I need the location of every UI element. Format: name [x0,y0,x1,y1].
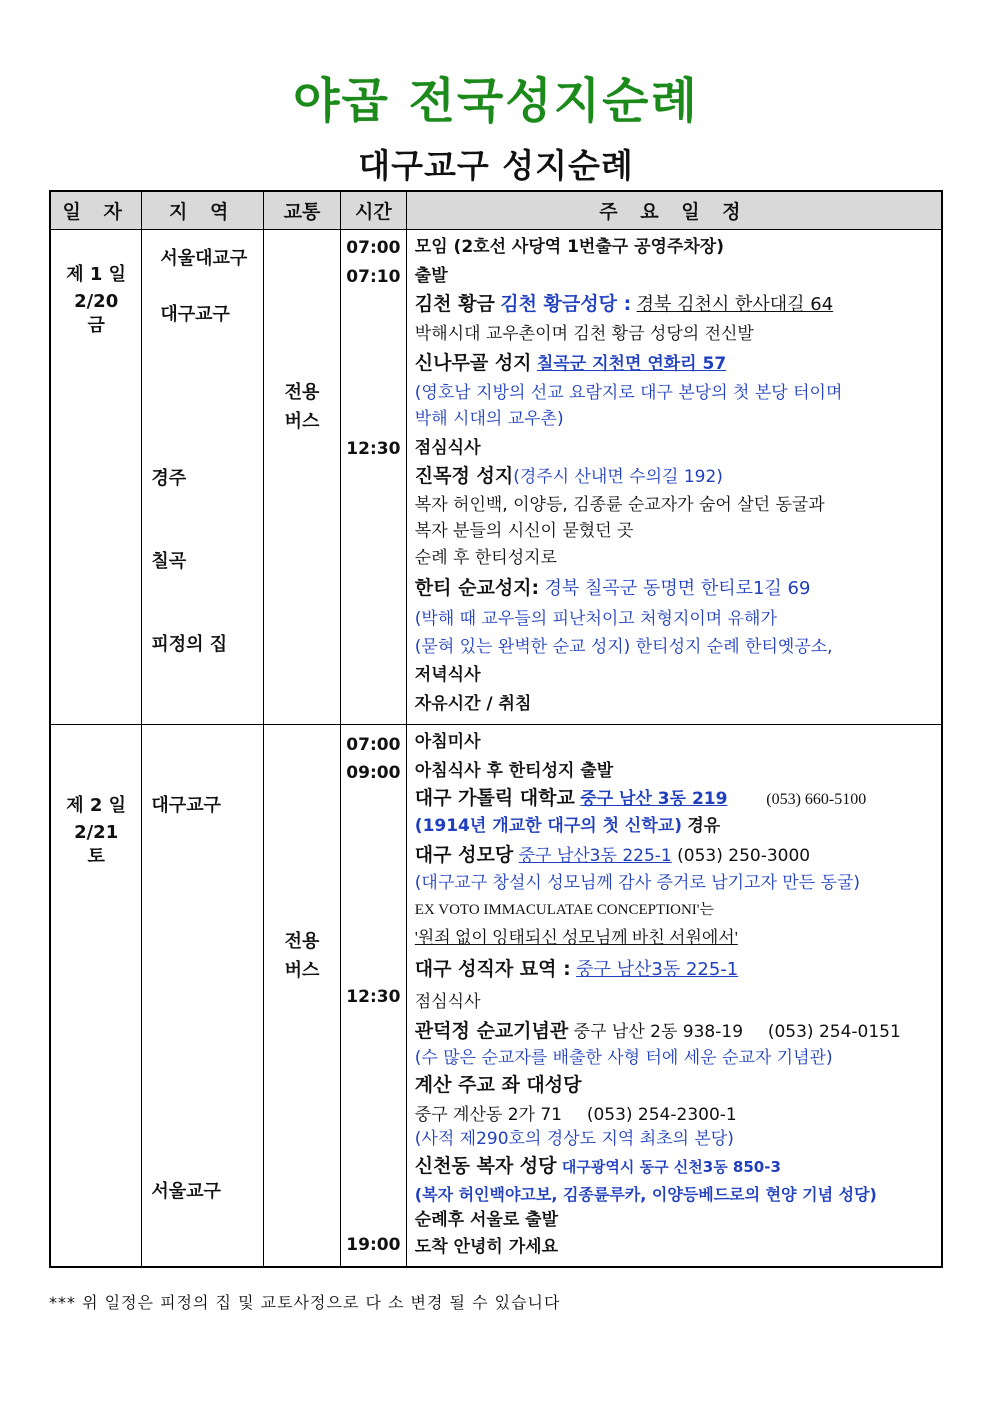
day2-region: 서울교구 [151,1180,221,1202]
day1-region: 대구교구 [160,303,230,325]
schedule-item: 대구 성모당 중구 남산3동 225-1 (053) 250-3000 [414,843,811,866]
day1-mode-cell [264,229,341,724]
schedule-item: 순례후 서울로 출발 [414,1209,559,1230]
page-title: 야곱 전국성지순례 [293,73,699,129]
day1-date-cell [50,229,142,724]
day2-mode-line: 버스 [284,959,320,981]
day1-label: 제 1 일 [66,263,127,285]
day2-weekday: 토 [87,845,105,867]
day1-weekday: 금 [87,314,105,336]
day1-region: 서울대교구 [160,247,248,269]
day1-date: 2/20 [74,290,119,312]
schedule-item: 관덕정 순교기념관 중구 남산 2동 938-19 (053) 254-0151 [414,1019,901,1042]
schedule-item: 중구 계산동 2가 71 (053) 254-2300-1 [414,1104,737,1125]
schedule-table [49,190,943,1268]
day1-mode-line: 버스 [284,410,320,432]
day2-schedule-cell [406,724,942,1267]
schedule-item: 자유시간 / 취침 [414,693,532,714]
day2-region: 대구교구 [151,794,221,816]
schedule-item: 출발 [414,265,448,286]
header-schedule: 주 요 일 정 [406,191,942,229]
header-region: 지 역 [142,191,264,229]
schedule-item: 한티 순교성지: 경북 칠곡군 동명면 한티로1길 69 [414,576,811,599]
schedule-item: 아침미사 [414,731,481,752]
day2-time: 09:00 [346,762,401,783]
day1-region: 피정의 집 [151,633,228,655]
schedule-item: (수 많은 순교자를 배출한 사형 터에 세운 순교자 기념관) [414,1047,833,1068]
schedule-item: 김천 황금 김천 황금성당 : 경북 김천시 한사대길 64 [414,292,834,315]
schedule-item: (1914년 개교한 대구의 첫 신학교) 경유 [414,815,721,836]
schedule-item: (박해 때 교우들의 피난처이고 처형지이며 유해가 [414,608,777,629]
schedule-item: 박해시대 교우촌이며 김천 황금 성당의 전신발 [414,323,754,344]
schedule-item: 계산 주교 좌 대성당 [414,1073,582,1096]
schedule-item: EX VOTO IMMACULATAE CONCEPTIONI'는 [414,901,714,918]
table-row-day2 [50,724,942,1267]
table-row-day1 [50,229,942,724]
schedule-item: 신나무골 성지 칠곡군 지천면 연화리 57 [414,351,727,374]
footer-note: *** 위 일정은 피정의 집 및 교토사정으로 다 소 변경 될 수 있습니다 [49,1293,561,1312]
schedule-item: 점심식사 [414,991,481,1012]
schedule-item: 진목정 성지(경주시 산내면 수의길 192) [414,464,723,487]
schedule-item: '원죄 없이 잉태되신 성모님께 바친 서원에서' [414,927,738,947]
day2-time: 12:30 [346,986,401,1007]
day1-region-cell [142,229,264,724]
day2-time: 07:00 [346,734,401,755]
schedule-item: 아침식사 후 한티성지 출발 [414,760,614,781]
schedule-item: (사적 제290호의 경상도 지역 최초의 본당) [414,1128,734,1149]
schedule-item: (영호남 지방의 선교 요람지로 대구 본당의 첫 본당 터이며 [414,382,843,403]
schedule-item: 모임 (2호선 사당역 1번출구 공영주차장) [414,236,724,257]
header-mode: 교통 [264,191,341,229]
schedule-item: 복자 허인백, 이양등, 김종륜 순교자가 숨어 살던 동굴과 [414,494,825,515]
day1-time: 07:10 [346,266,401,287]
day2-date-cell [50,724,142,1267]
schedule-item: 대구 가톨릭 대학교 중구 남산 3동 219 (053) 660-5100 [414,786,867,809]
header-time: 시간 [340,191,406,229]
day2-time-cell [340,724,406,1267]
day1-time: 12:30 [346,438,401,459]
day2-time: 19:00 [346,1234,401,1255]
schedule-item: 순례 후 한티성지로 [414,547,557,568]
day1-time-cell [340,229,406,724]
page-subtitle: 대구교구 성지순례 [358,146,634,185]
schedule-item: (대구교구 창설시 성모님께 감사 증거로 남기고자 만든 동굴) [414,872,861,893]
table-header-row [50,191,942,229]
day1-region: 경주 [151,467,187,489]
schedule-item: 신천동 복자 성당 대구광역시 동구 신천3동 850-3 [414,1154,781,1177]
day1-time: 07:00 [346,237,401,258]
schedule-item: 저녁식사 [414,664,481,685]
day1-schedule-cell [406,229,942,724]
schedule-item: 도착 안녕히 가세요 [414,1236,559,1257]
schedule-item: 대구 성직자 묘역 : 중구 남산3동 225-1 [414,957,739,980]
schedule-item: (묻혀 있는 완벽한 순교 성지) 한티성지 순례 한티옛공소, [414,636,833,657]
day2-mode-cell [264,724,341,1267]
header-date: 일 자 [50,191,142,229]
schedule-item: 점심식사 [414,437,481,458]
schedule-item: 박해 시대의 교우촌) [414,408,564,429]
day2-region-cell [142,724,264,1267]
day2-date: 2/21 [74,821,119,843]
day1-region: 칠곡 [151,550,187,572]
schedule-item: (복자 허인백야고보, 김종륜루카, 이양등베드로의 현양 기념 성당) [414,1184,877,1204]
schedule-item: 복자 분들의 시신이 묻혔던 곳 [414,520,634,541]
day1-mode-line: 전용 [284,381,320,403]
day2-mode-line: 전용 [284,930,320,952]
day2-label: 제 2 일 [66,794,127,816]
